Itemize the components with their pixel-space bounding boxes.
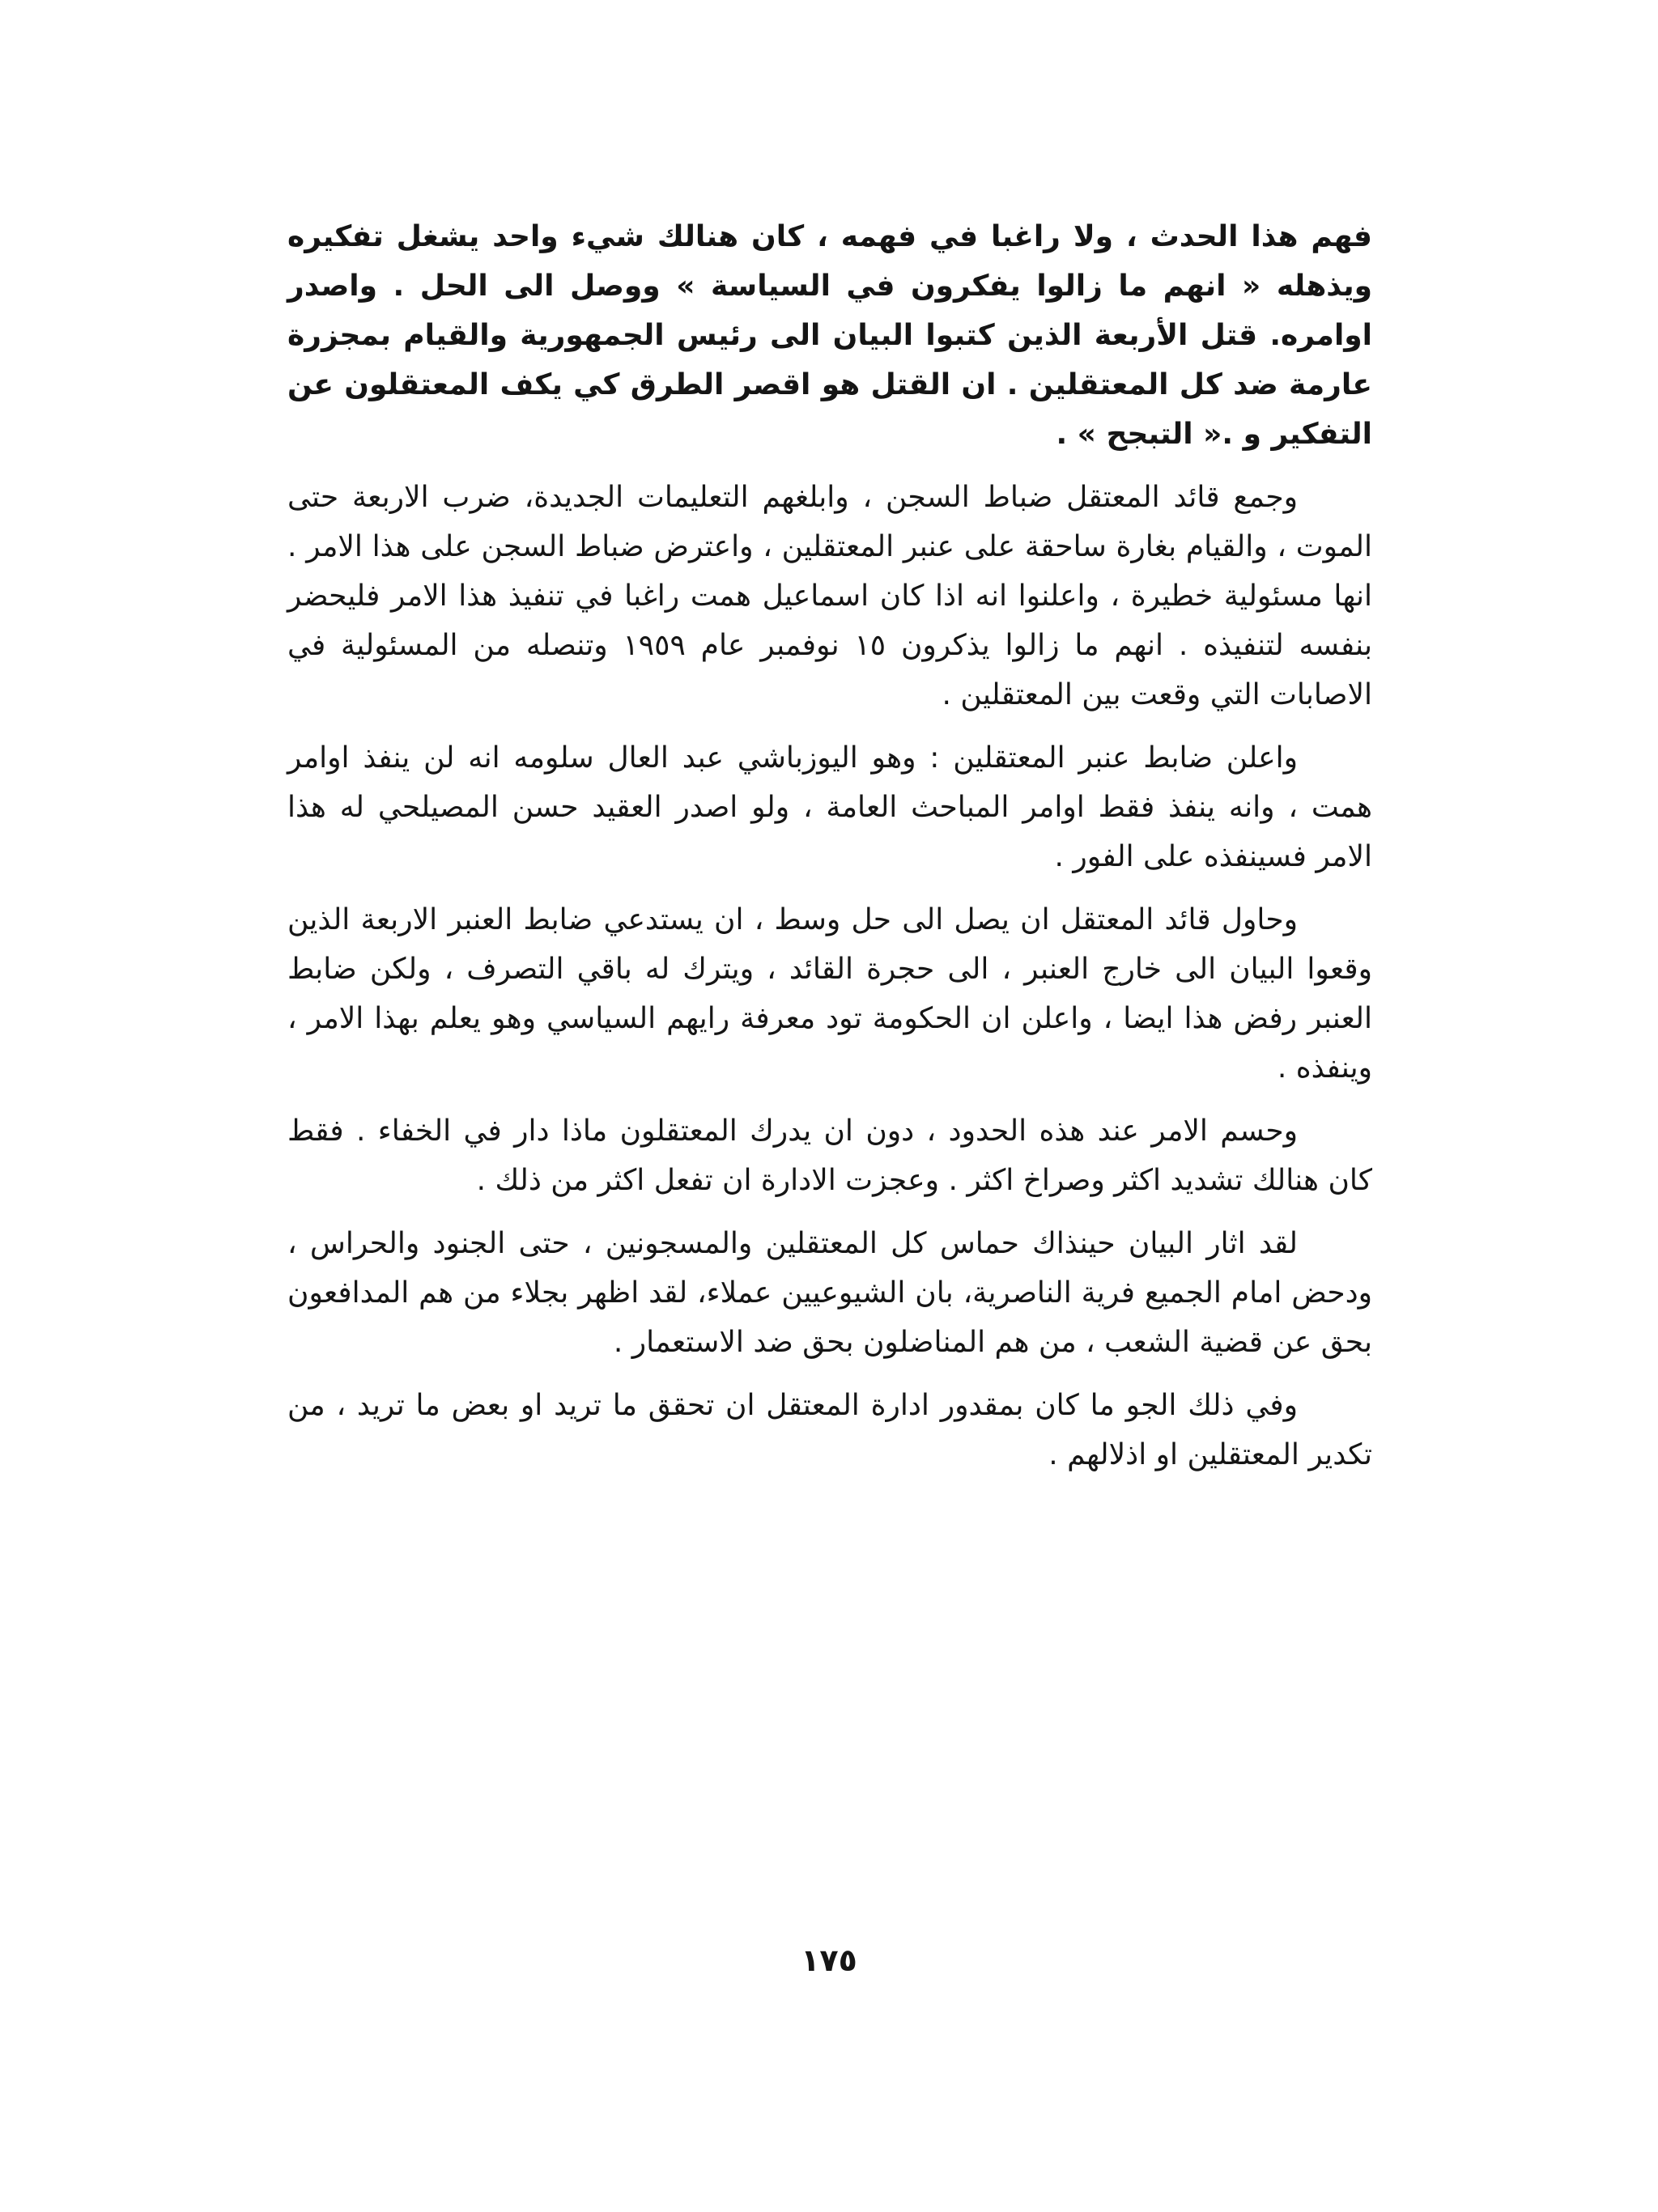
paragraph-4: وحاول قائد المعتقل ان يصل الى حل وسط ، ان يستدعي ضابط العنبر الاربعة الذين وقعوا البيان الى خارج العنبر ، الى حجرة القائد ، ويترك له باقي التصرف ، ولكن ضابط العنبر رفض هذا ايضا ، واعلن ان الحكومة تود معرفة رايهم السياسي وهو يعلم بهذا الامر ، وينفذه . <box>287 903 1372 1085</box>
paragraph-5: وحسم الامر عند هذه الحدود ، دون ان يدرك المعتقلون ماذا دار في الخفاء . فقط كان هنالك تشديد اكثر وصراخ اكثر . وعجزت الادارة ان تفعل اكثر من ذلك . <box>287 1114 1372 1197</box>
page-number: ١٧٥ <box>801 1942 857 1978</box>
paragraph-1: فهم هذا الحدث ، ولا راغبا في فهمه ، كان هنالك شيء واحد يشغل تفكيره ويذهله « انهم ما زالوا يفكرون في السياسة » ووصل الى الحل . واصدر اوامره. قتل الأربعة الذين كتبوا البيان الى رئيس الجمهورية والقيام بمجزرة عارمة ضد كل المعتقلين . ان القتل هو اقصر الطرق كي يكف المعتقلون عن التفكير و .« التبجح » . <box>287 220 1372 451</box>
paragraph-3: واعلن ضابط عنبر المعتقلين : وهو اليوزباشي عبد العال سلومه انه لن ينفذ اوامر همت ، وانه ينفذ فقط اوامر المباحث العامة ، ولو اصدر العقيد حسن المصيلحي له هذا الامر فسينفذه على الفور . <box>287 741 1372 873</box>
body-text <box>287 212 1372 1493</box>
paragraph-2: وجمع قائد المعتقل ضباط السجن ، وابلغهم التعليمات الجديدة، ضرب الاربعة حتى الموت ، والقيام بغارة ساحقة على عنبر المعتقلين ، واعترض ضباط السجن على هذا الامر . انها مسئولية خطيرة ، واعلنوا انه اذا كان اسماعيل همت راغبا في تنفيذ هذا الامر فليحضر بنفسه لتنفيذه . انهم ما زالوا يذكرون ١٥ نوفمبر عام ١٩٥٩ وتنصله من المسئولية في الاصابات التي وقعت بين المعتقلين . <box>287 481 1373 711</box>
paragraph-7: وفي ذلك الجو ما كان بمقدور ادارة المعتقل ان تحقق ما تريد او بعض ما تريد ، من تكدير المعتقلين او اذلالهم . <box>287 1389 1372 1471</box>
paragraph-6: لقد اثار البيان حينذاك حماس كل المعتقلين والمسجونين ، حتى الجنود والحراس ، ودحض امام الجميع فرية الناصرية، بان الشيوعيين عملاء، لقد اظهر بجلاء من هم المدافعون بحق عن قضية الشعب ، من هم المناضلون بحق ضد الاستعمار . <box>287 1227 1372 1359</box>
